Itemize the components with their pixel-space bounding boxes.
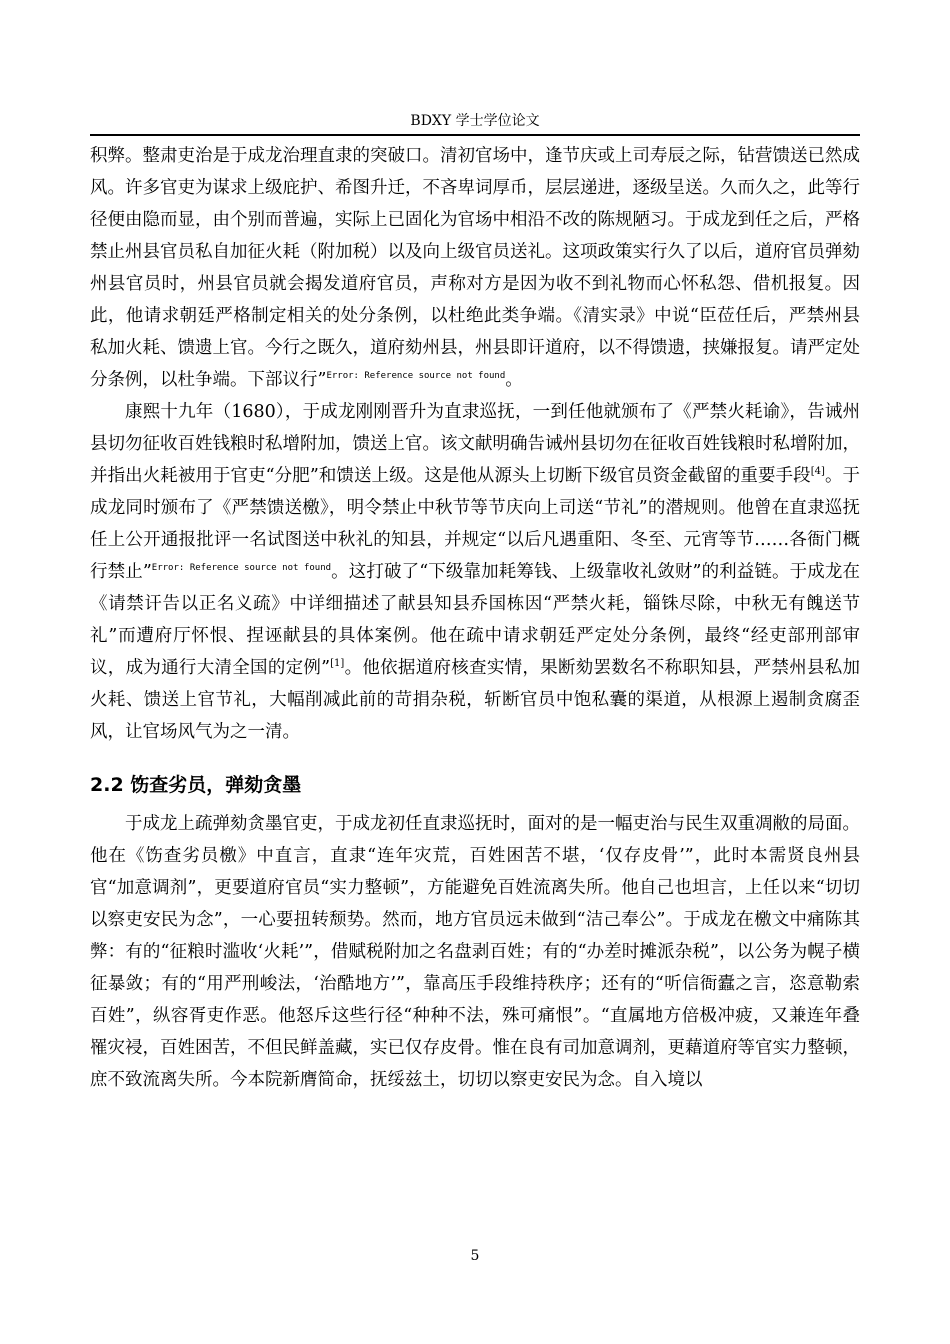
paragraph-2-text-c: 。这打破了“下级靠加耗筹钱、上级靠收礼敛财”的利益链。于成龙在《请禁讦告以正名义疏》中详细描述了献县知县乔国栋因“严禁火耗，锱铢尽除，中秋无有餽送节礼”而遭府厅怀恨、捏诬献县的具体案例。他在疏中请求朝廷严定处分条例，最终“经吏部刑部审议，成为通行大清全国的定例”: [90, 562, 860, 678]
paragraph-1-end: 。: [505, 370, 523, 390]
header-rule: [90, 134, 860, 136]
paragraph-2-text-b: 。于成龙同时颁布了《严禁馈送檄》，明令禁止中秋节等节庆向上司送“节礼”的潜规则。他曾在直隶巡抚任上公开通报批评一名试图送中秋礼的知县，并规定“以后凡遇重阳、冬至、元宵等节……各衙门概行禁止”: [90, 466, 861, 582]
running-header: BDXY 学士学位论文: [410, 113, 540, 129]
reference-error: Error: Reference source not found: [326, 371, 506, 382]
section-heading: 2.2 饬查劣员，弹劾贪墨: [90, 774, 302, 796]
citation-4: [4]: [810, 466, 825, 478]
paragraph-2-text-a: 康熙十九年（1680），于成龙刚刚晋升为直隶巡抚，一到任他就颁布了《严禁火耗谕》，告诫州县切勿征收百姓钱粮时私增附加，馈送上官。该文献明确告诫州县切勿在征收百姓钱粮时私增附加，并指出火耗被用于官吏“分肥”和馈送上级。这是他从源头上切断下级官员资金截留的重要手段: [90, 402, 860, 486]
body-text: [90, 140, 860, 1096]
paragraph-2-text-d: 。他依据道府核查实情，果断劾罢数名不称职知县，严禁州县私加火耗、馈送上官节礼，大幅削减此前的苛捐杂税，斩断官员中饱私囊的渠道，从根源上遏制贪腐歪风，让官场风气为之一清。: [90, 658, 860, 742]
section-gap: [90, 748, 860, 768]
paragraph-3: 于成龙上疏弹劾贪墨官吏，于成龙初任直隶巡抚时，面对的是一幅吏治与民生双重凋敝的局面。他在《饬查劣员檄》中直言，直隶“连年灾荒，百姓困苦不堪，‘仅存皮骨’”，此时本需贤良州县官“加意调剂”，更要道府官员“实力整顿”，方能避免百姓流离失所。他自己也坦言，上任以来“切切以察吏安民为念”，一心要扭转颓势。然而，地方官员远未做到“洁己奉公”。于成龙在檄文中痛陈其弊：有的“征粮时滥收‘火耗’”，借赋税附加之名盘剥百姓；有的“办差时摊派杂税”，以公务为幌子横征暴敛；有的“用严刑峻法，‘治酷地方’”，靠高压手段维持秩序；还有的“听信衙蠹之言，恣意勒索百姓”，纵容胥吏作恶。他怒斥这些行径“种种不法，殊可痛恨”。“直属地方倍极冲疲，又兼连年叠罹灾祲，百姓困苦，不但民鲜盖藏，实已仅存皮骨。惟在良有司加意调剂，更藉道府等官实力整顿，庶不致流离失所。今本院新膺简命，抚绥兹土，切切以察吏安民为念。自入境以: [90, 814, 860, 1090]
paragraph-1: [90, 140, 860, 396]
page-number: 5: [470, 1248, 480, 1264]
citation-1: [1]: [330, 658, 345, 670]
paragraph-1-text: 积弊。整肃吏治是于成龙治理直隶的突破口。清初官场中，逢节庆或上司寿辰之际，钻营馈送已然成风。许多官吏为谋求上级庇护、希图升迁，不吝卑词厚币，层层递进，逐级呈送。久而久之，此等行径便由隐而显，由个别而普遍，实际上已固化为官场中相沿不改的陈规陋习。于成龙到任之后，严格禁止州县官员私自加征火耗（附加税）以及向上级官员送礼。这项政策实行久了以后，道府官员弹劾州县官员时，州县官员就会揭发道府官员，声称对方是因为收不到礼物而心怀私怨、借机报复。因此，他请求朝廷严格制定相关的处分条例，以杜绝此类争端。《清实录》中说“臣莅任后，严禁州县私加火耗、馈遗上官。今行之既久，道府劾州县，州县即讦道府，以不得馈遗，挟嫌报复。请严定处分条例，以杜争端。下部议行”: [90, 146, 860, 390]
paragraph-2: [90, 396, 860, 748]
reference-error: Error: Reference source not found: [151, 563, 332, 574]
